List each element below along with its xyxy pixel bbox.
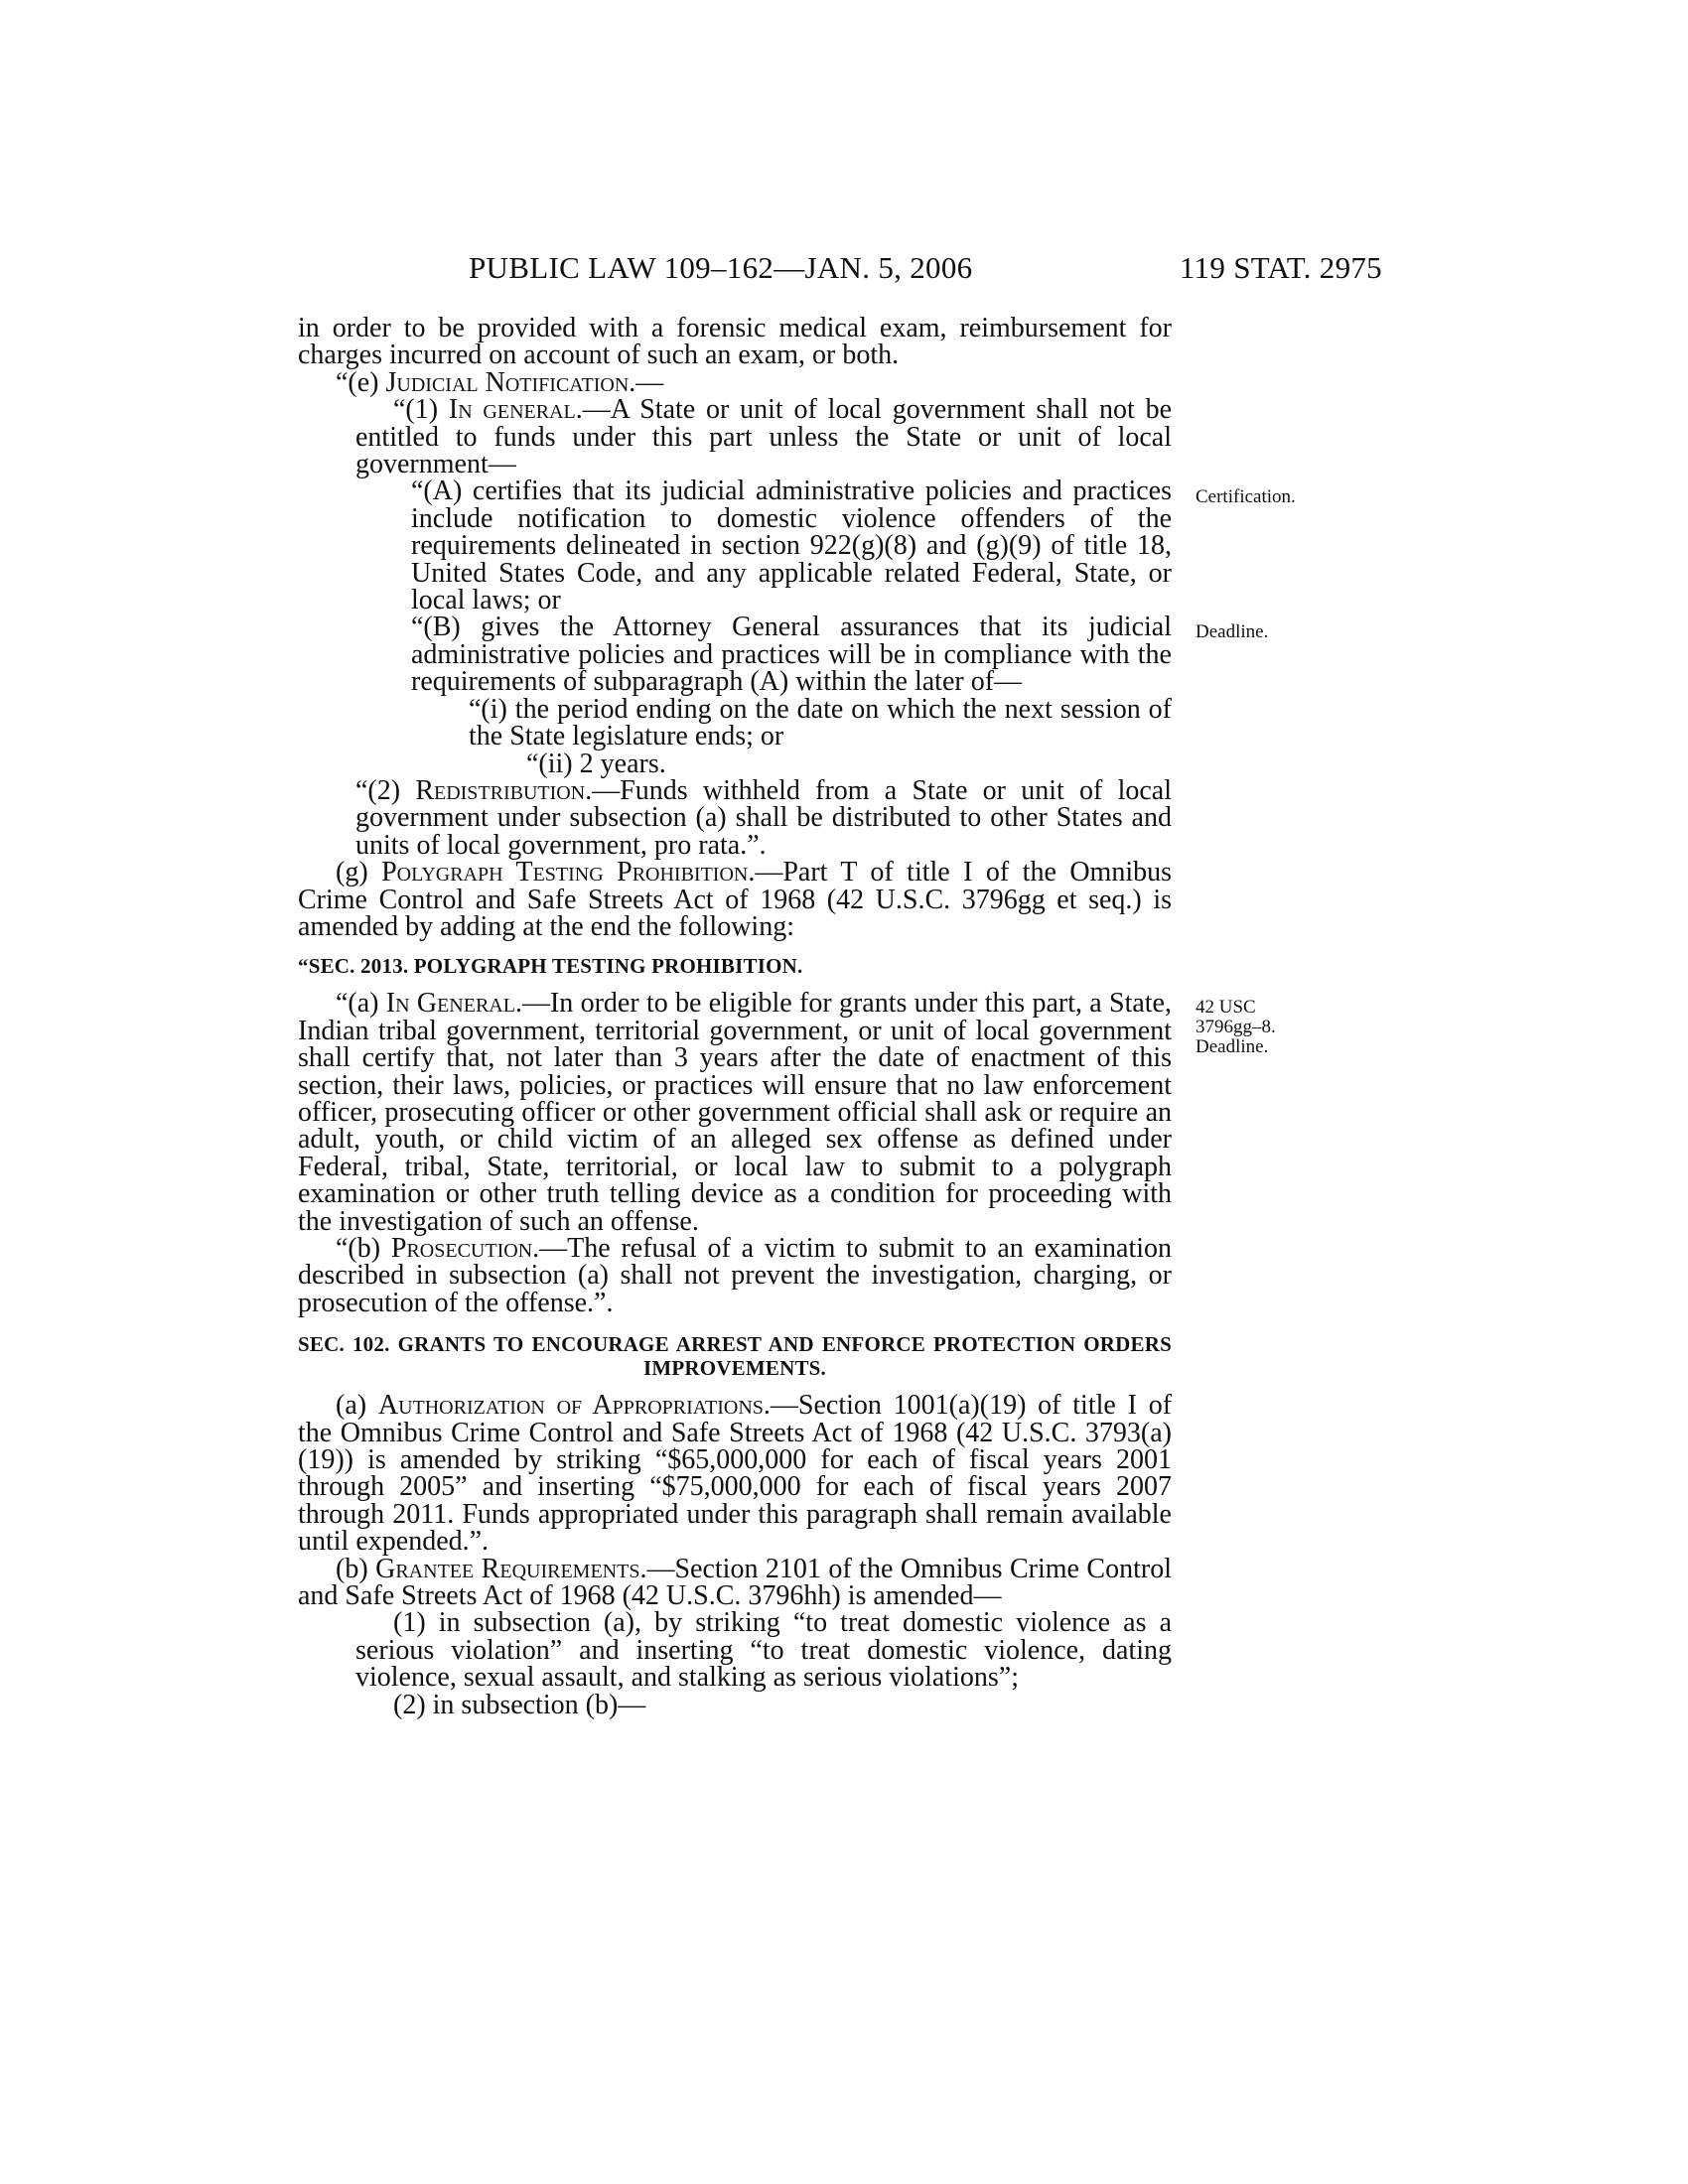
subsection-g-title: Polygraph Testing Prohibition [381,857,749,888]
margin-note-deadline-2: Deadline. [1196,1036,1269,1057]
law-citation: PUBLIC LAW 109–162—JAN. 5, 2006 [469,250,973,285]
section-102-a [298,1390,1173,1558]
subparagraph-a: “(A) certifies that its judicial administrative policies and practices include notification to domestic violence offenders of the requirements delineated in section 922(g)(8) and (g)(9) of title 18, United States Code, and any applicable related Federal, State, or local laws; or [411,476,1172,616]
margin-note-deadline: Deadline. [1196,621,1269,642]
paragraph-continuation: in order to be provided with a forensic medical exam, reimbursement for charges incurred on account of such an exam, or both. [298,313,1172,371]
subsection-g [298,859,1172,940]
section-2013-a-title: In General [385,988,515,1020]
subparagraph-b: “(B) gives the Attorney General assurances that its judicial administrative policies and practices will be in compliance with the requirements of subparagraph (A) within the later of— [411,612,1172,698]
section-102-b-lead: (b) [336,1553,376,1584]
section-2013-a-text: .—In order to be eligible for grants under this part, a State, Indian tribal government, territorial government, or unit of local government shall certify that, not later than 3 years after the date of enactment of this section, their laws, policies, or practices will ensure that no law enforcement officer, prosecuting officer or other government official shall ask or require an adult, youth, or child victim of an alleged sex offense as defined under Federal, tribal, State, territorial, or local law to submit to a polygraph examination or other truth telling device as a condition for proceeding with the investigation of such an offense. [298,988,1172,1237]
section-102-a-title: Authorization of Appropriations [377,1390,764,1422]
subsection-g-lead: (g) [336,857,382,888]
section-2013-a-lead: “(a) [336,988,386,1020]
paragraph-1-text: .—A State or unit of local government shall not be entitled to funds under this part unless the State or unit of local government— [355,394,1172,480]
subsection-e-heading [298,366,1172,398]
section-102-b-title: Grantee Requirements [375,1553,640,1584]
page-header [298,250,1382,290]
stat-citation: 119 STAT. 2975 [1179,250,1382,285]
paragraph-2-title: Redistribution [415,774,586,806]
section-2013-b-title: Prosecution [390,1233,533,1264]
item-2: (2) in subsection (b)— [393,1689,646,1720]
subsection-e-tail: .— [629,366,664,398]
subsection-g-text: .—Part T of title I of the Omnibus Crime Control and Safe Streets Act of 1968 (42 U.S.C. 3796gg et seq.) is amended by adding at the end the following: [298,857,1172,942]
section-102-b-text: .—Section 2101 of the Omnibus Crime Control and Safe Streets Act of 1968 (42 U.S.C. 3796hh) is amended— [298,1553,1172,1612]
paragraph-2-lead: “(2) [355,774,416,806]
section-2013-heading: “SEC. 2013. POLYGRAPH TESTING PROHIBITION. [298,954,803,979]
section-2013-b [298,1235,1172,1316]
margin-note-usc-2: 3796gg–8. [1196,1017,1276,1037]
paragraph-1-lead: “(1) [393,394,449,426]
document-body [298,315,1172,1718]
section-102-a-text: .—Section 1001(a)(19) of title I of the Omnibus Crime Control and Safe Streets Act of 1968 (42 U.S.C. 3793(a)(19)) is amended by striking “$65,000,000 for each of fiscal years 2001 through 2005” and inserting “$75,000,000 for each of fiscal years 2007 through 2011. Funds appropriated under this paragraph shall remain available until expended.”. [298,1390,1173,1558]
subsection-e-title: Judicial Notification [385,366,630,398]
section-102-b [298,1553,1172,1612]
section-102-a-lead: (a) [336,1390,378,1422]
paragraph-2-redistribution [355,774,1172,861]
section-2013-a [298,990,1172,1235]
subsection-e-lead: “(e) [336,366,386,398]
paragraph-1-title: In general [448,394,576,426]
paragraph-1-in-general [355,396,1172,478]
clause-ii: “(ii) 2 years. [526,748,666,779]
section-102-heading: SEC. 102. GRANTS TO ENCOURAGE ARREST AND ENFORCE PROTECTION ORDERS IMPROVEMENTS. [298,1332,1172,1381]
item-1: (1) in subsection (a), by striking “to treat domestic violence as a serious violation” and inserting “to treat domestic violence, dating violence, sexual assault, and stalking as serious violations”; [355,1607,1172,1694]
paragraph-2-text: .—Funds withheld from a State or unit of local government under subsection (a) shall be distributed to other States and units of local government, pro rata.”. [355,774,1172,861]
section-2013-b-lead: “(b) [336,1233,391,1264]
section-2013-b-text: .—The refusal of a victim to submit to an examination described in subsection (a) shall not prevent the investigation, charging, or prosecution of the offense.”. [298,1233,1172,1318]
margin-note-certification: Certification. [1196,486,1296,507]
clause-i: “(i) the period ending on the date on which the next session of the State legislature ends; or [469,693,1172,752]
margin-note-usc-1: 42 USC [1196,997,1256,1018]
